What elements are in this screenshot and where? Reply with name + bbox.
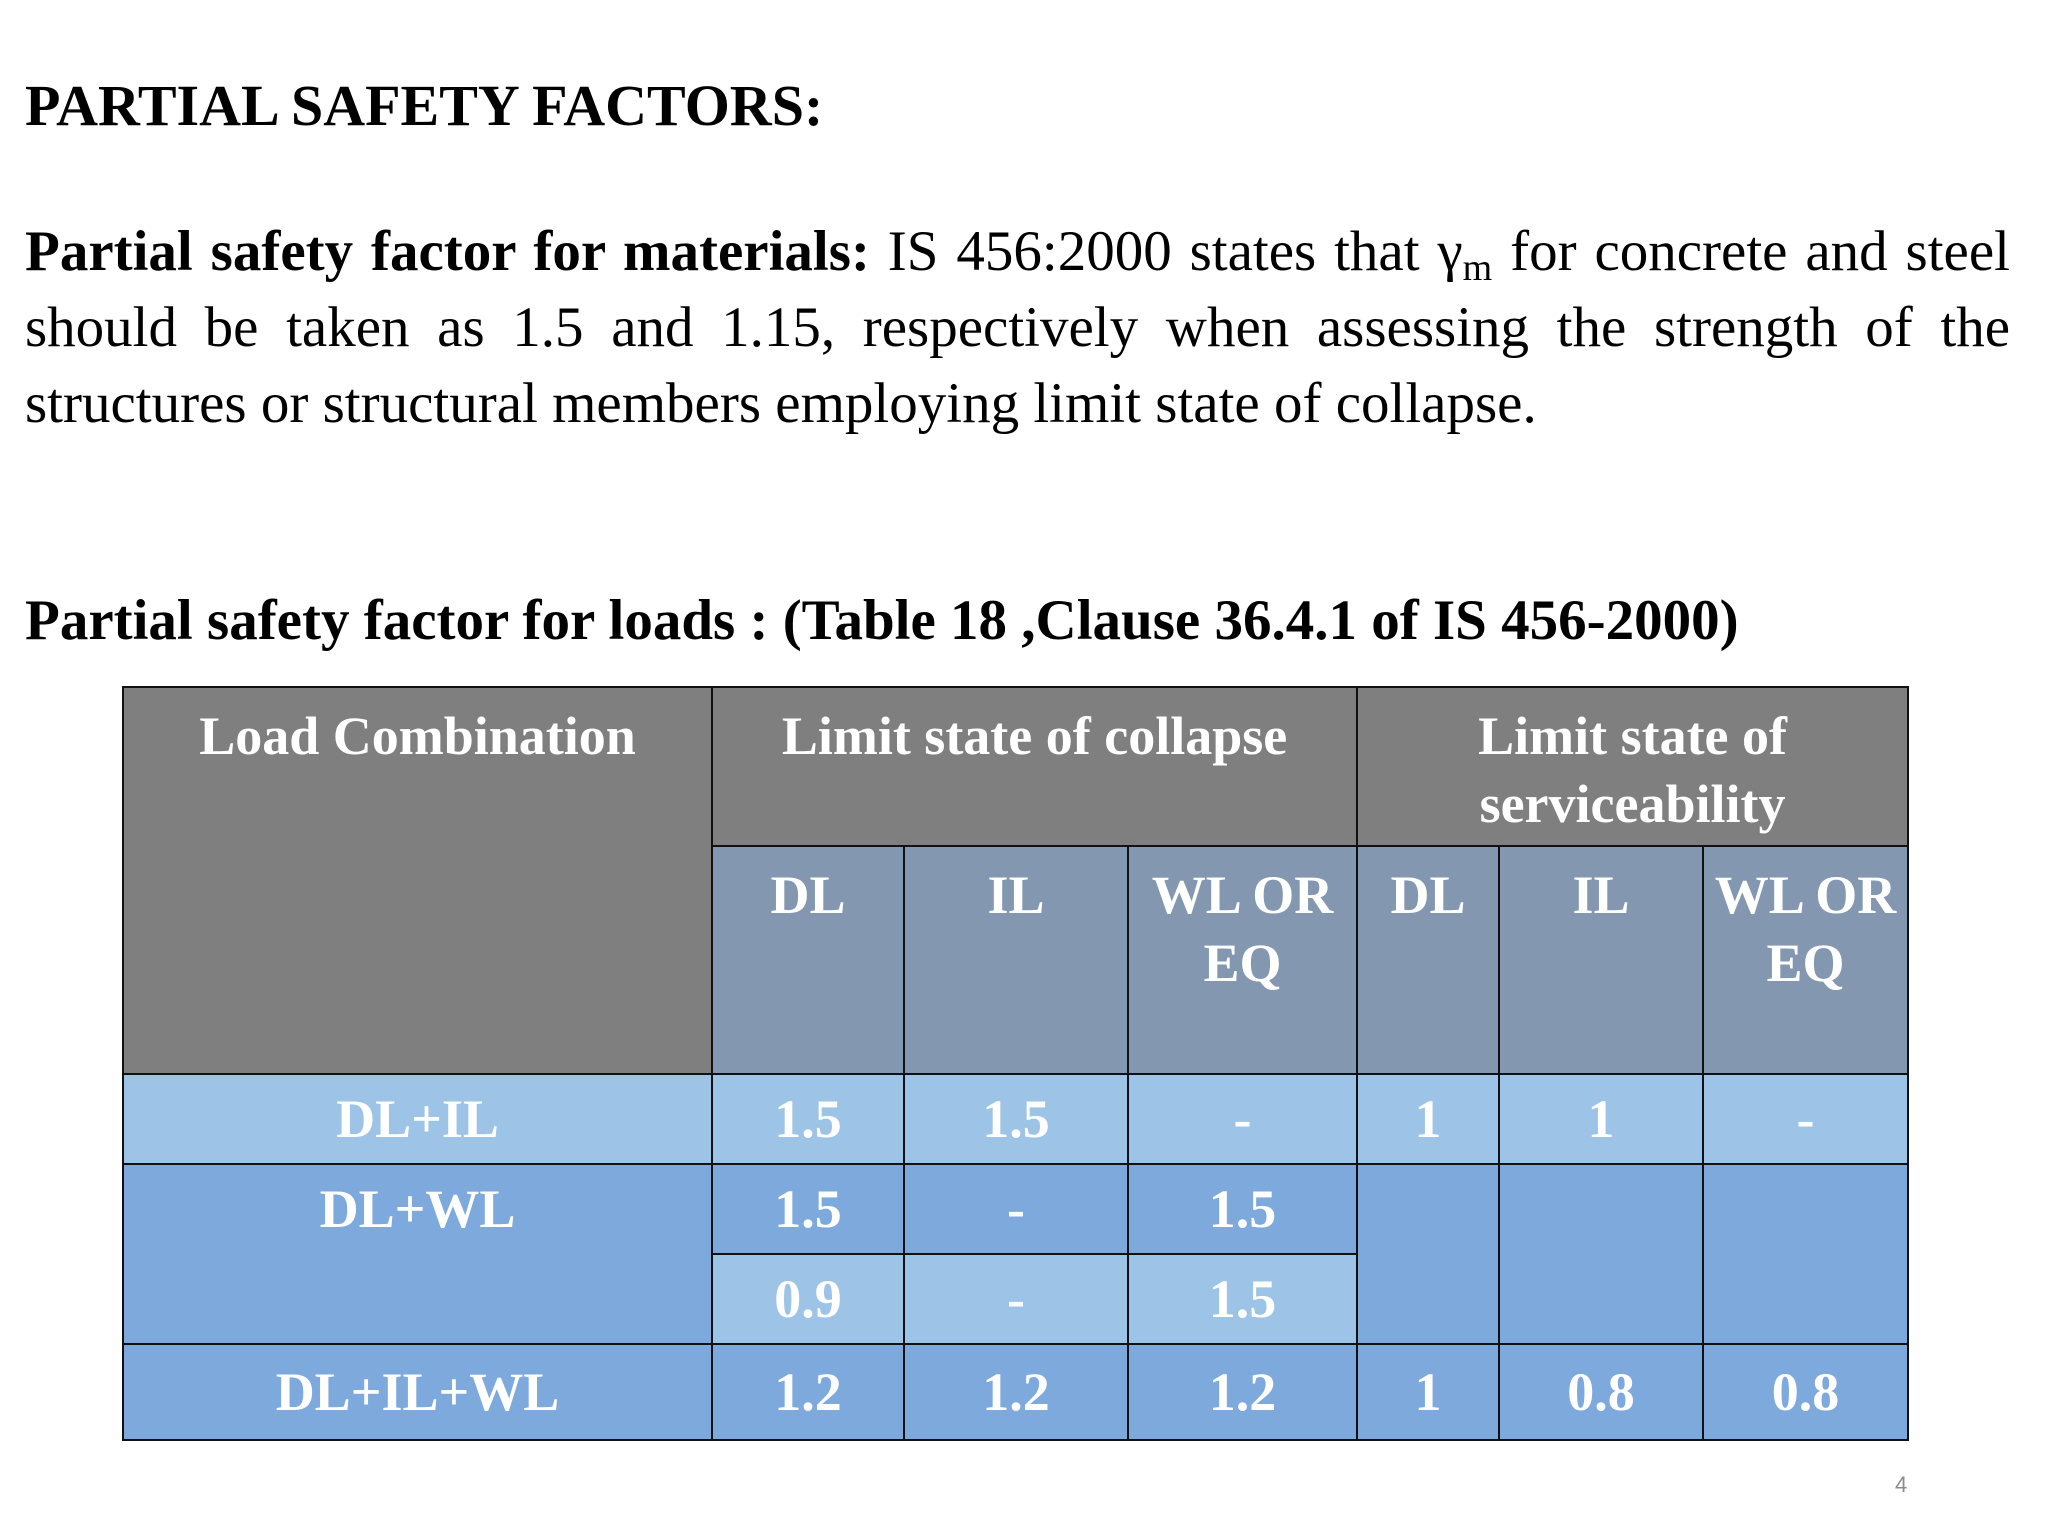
cell-collapse-wl: 1.2 [1128, 1344, 1357, 1440]
cell-service-dl: 1 [1357, 1074, 1499, 1164]
cell-service-wl: - [1703, 1074, 1908, 1164]
gamma-symbol: γ [1437, 220, 1463, 283]
loads-heading: Partial safety factor for loads : (Table 18 ,Clause 36.4.1 of IS 456-2000) [25, 589, 1739, 652]
row-label-dl-wl: DL+WL [123, 1164, 712, 1344]
cell-collapse-il: 1.5 [904, 1074, 1128, 1164]
subheader-service-il: IL [1499, 846, 1703, 1074]
safety-factor-table [122, 686, 1909, 1441]
cell-service-il [1499, 1164, 1703, 1344]
subheader-service-dl: DL [1357, 846, 1499, 1074]
page-number: 4 [1895, 1472, 1908, 1497]
page-title: PARTIAL SAFETY FACTORS: [25, 73, 824, 138]
cell-collapse-dl: 1.5 [712, 1074, 904, 1164]
materials-text-after: for concrete and steel should be taken as 1.5 and 1.15, respectively when assessing the strength of the structures or structural members employing limit state of collapse. [25, 220, 2010, 435]
cell-service-il: 0.8 [1499, 1344, 1703, 1440]
cell-collapse-wl: 1.5 [1128, 1164, 1357, 1254]
cell-service-wl: 0.8 [1703, 1344, 1908, 1440]
gamma-subscript: m [1462, 247, 1493, 289]
header-load-combination: Load Combination [123, 687, 712, 1074]
subheader-collapse-wl-or-eq: WL OR EQ [1128, 846, 1357, 1074]
cell-collapse-il: - [904, 1164, 1128, 1254]
header-limit-state-serviceability: Limit state of serviceability [1357, 687, 1908, 846]
cell-collapse-dl: 0.9 [712, 1254, 904, 1344]
row-label-dl-il-wl: DL+IL+WL [123, 1344, 712, 1440]
cell-service-dl [1357, 1164, 1499, 1344]
materials-label: Partial safety factor for materials: [25, 220, 870, 283]
subheader-collapse-il: IL [904, 846, 1128, 1074]
cell-collapse-wl: - [1128, 1074, 1357, 1164]
cell-service-wl [1703, 1164, 1908, 1344]
cell-collapse-dl: 1.5 [712, 1164, 904, 1254]
subheader-service-wl-or-eq: WL OR EQ [1703, 846, 1908, 1074]
header-limit-state-collapse: Limit state of collapse [712, 687, 1357, 846]
subheader-collapse-dl: DL [712, 846, 904, 1074]
row-label-dl-il: DL+IL [123, 1074, 712, 1164]
cell-collapse-wl: 1.5 [1128, 1254, 1357, 1344]
cell-collapse-dl: 1.2 [712, 1344, 904, 1440]
materials-text-before: IS 456:2000 states that [869, 220, 1438, 283]
cell-service-dl: 1 [1357, 1344, 1499, 1440]
cell-service-il: 1 [1499, 1074, 1703, 1164]
cell-collapse-il: 1.2 [904, 1344, 1128, 1440]
cell-collapse-il: - [904, 1254, 1128, 1344]
materials-paragraph [25, 214, 2010, 442]
